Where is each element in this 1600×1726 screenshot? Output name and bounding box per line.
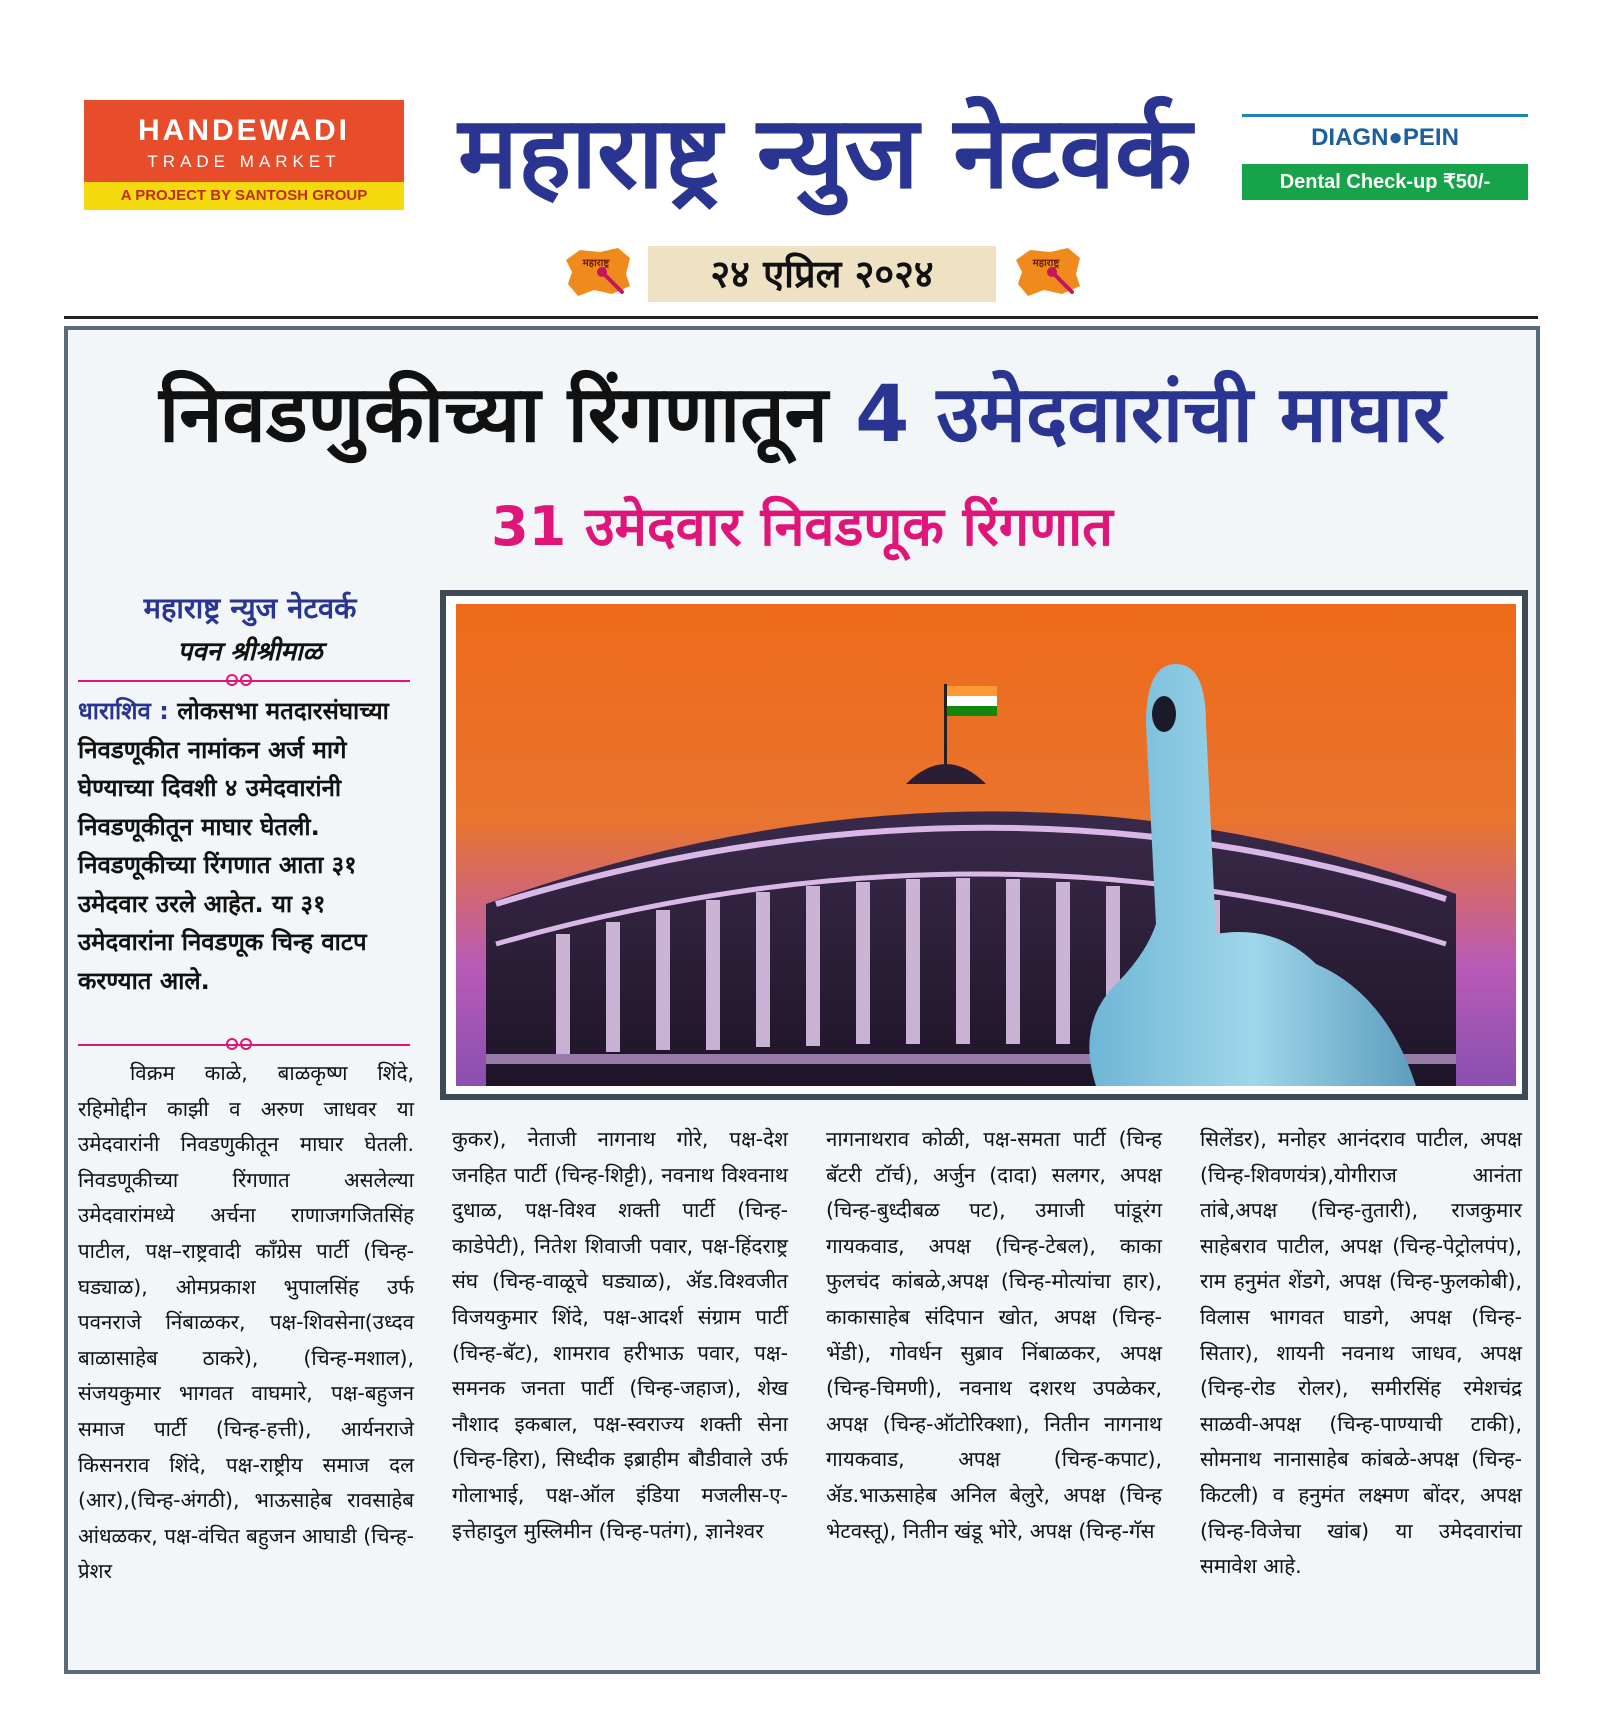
body-column-1: विक्रम काळे, बाळकृष्ण शिंदे, रहिमोद्दीन काझी व अरुण जाधवर या उमेदवारांनी निवडणुकीतून माघार घेतली. निवडणूकीच्या रिंगणात असलेल्या उमेदवारांमध्ये अर्चना राणाजगजितसिंह पाटील, पक्ष–राष्ट्रवादी काँग्रेस पार्टी (चिन्ह-घड्याळ), ओमप्रकाश भुपालसिंह उर्फ पवनराजे निंबाळकर, पक्ष-शिवसेना(उध्दव बाळासाहेब ठाकरे), (चिन्ह-मशाल), संजयकुमार भागवत वाघमारे, पक्ष-बहुजन समाज पार्टी (चिन्ह-हत्ती), आर्यनराजे किसनराव शिंदे, पक्ष-राष्ट्रीय समाज दल (आर),(चिन्ह-अंगठी), भाऊसाहेब रावसाहेब आंधळकर, पक्ष-वंचित बहुजन आघाडी (चिन्ह-प्रेशर	[78, 1061, 414, 1584]
dateline-place: धाराशिव :	[78, 697, 169, 725]
subheadline: 31 उमेदवार निवडणूक रिंगणात	[491, 495, 1113, 558]
scroll-ornament-icon	[224, 1036, 254, 1052]
ad-brand-name: HANDEWADI	[138, 114, 350, 147]
headline	[64, 360, 1540, 470]
handewadi-ad[interactable]	[84, 100, 404, 210]
lead-text: लोकसभा मतदारसंघाच्या निवडणूकीत नामांकन अर्ज मागे घेण्याच्या दिवशी ४ उमेदवारांनी निवडणूकीतून माघार घेतली. निवडणूकीच्या रिंगणात आता ३१ उमेदवार उरले आहेत. या ३१ उमेदवारांना निवडणूक चिन्ह वाटप करण्यात आले.	[78, 697, 389, 995]
body-column-3: नागनाथराव कोळी, पक्ष-समता पार्टी (चिन्ह बॅटरी टॉर्च), अर्जुन (दादा) सलगर, अपक्ष (चिन्ह-बुध्दीबळ पट), उमाजी पांडूरंग गायकवाड, अपक्ष (चिन्ह-टेबल), काका फुलचंद कांबळे,अपक्ष (चिन्ह-मोत्यांचा हार), काकासाहेब संदिपान खोत, अपक्ष (चिन्ह-भेंडी), गोवर्धन सुब्राव निंबाळकर, अपक्ष (चिन्ह-चिमणी), नवनाथ दशरथ उपळेकर, अपक्ष (चिन्ह-ऑटोरिक्शा), नितीन नागनाथ गायकवाड, अपक्ष (चिन्ह-कपाट), ॲड.भाऊसाहेब अनिल बेलुरे, अपक्ष (चिन्ह भेटवस्तू), नितीन खंडू भोरे, अपक्ष (चिन्ह-गॅस	[826, 1127, 1162, 1543]
mini-logo-text: महाराष्ट्र	[582, 258, 610, 269]
masthead-divider	[64, 316, 1538, 319]
parliament-voting-illustration	[456, 604, 1516, 1086]
ad-project-line: A PROJECT BY SANTOSH GROUP	[84, 182, 404, 210]
diagnopein-ad[interactable]	[1242, 114, 1528, 200]
issue-date: २४ एप्रिल २०२४	[648, 246, 996, 302]
ad-offer: Dental Check-up ₹50/-	[1242, 164, 1528, 200]
ad-brand-logo: DIAGN●PEIN	[1311, 124, 1459, 151]
ornament-divider	[78, 1044, 410, 1046]
maharashtra-logo-icon	[560, 244, 634, 300]
byline-author: पवन श्रीश्रीमाळ	[177, 637, 323, 667]
mini-logo-text: महाराष्ट्र	[1032, 258, 1060, 269]
headline-part-1: निवडणुकीच्या रिंगणातून	[159, 370, 828, 460]
ornament-divider	[78, 680, 410, 682]
body-column-4: सिलेंडर), मनोहर आनंदराव पाटील, अपक्ष (चिन्ह-शिवणयंत्र),योगीराज आनंता तांबे,अपक्ष (चिन्ह-तुतारी), राजकुमार साहेबराव पाटील, अपक्ष (चिन्ह-पेट्रोलपंप), राम हनुमंत शेंडगे, अपक्ष (चिन्ह-फुलकोबी), विलास भागवत घाडगे, अपक्ष (चिन्ह-सितार), शायनी नवनाथ जाधव, अपक्ष (चिन्ह-रोड रोलर), समीरसिंह रमेशचंद्र साळवी-अपक्ष (चिन्ह-पाण्याची टाकी), सोमनाथ नानासाहेब कांबळे-अपक्ष (चिन्ह-किटली) व हनुमंत लक्ष्मण बोंदर, अपक्ष (चिन्ह-विजेचा खांब) या उमेदवारांचा समावेश आहे.	[1200, 1127, 1522, 1579]
body-column-2: कुकर), नेताजी नागनाथ गोरे, पक्ष-देश जनहित पार्टी (चिन्ह-शिट्टी), नवनाथ विश्वनाथ दुधाळ, पक्ष-विश्व शक्ती पार्टी (चिन्ह-काडेपेटी), नितेश शिवाजी पवार, पक्ष-हिंदराष्ट्र संघ (चिन्ह-वाळूचे घड्याळ), ॲड.विश्वजीत विजयकुमार शिंदे, पक्ष-आदर्श संग्राम पार्टी (चिन्ह-बॅट), शामराव हरीभाऊ पवार, पक्ष-समनक जनता पार्टी (चिन्ह-जहाज), शेख नौशाद इकबाल, पक्ष-स्वराज्य शक्ती सेना (चिन्ह-हिरा), सिध्दीक इब्राहीम बौडीवाले उर्फ गोलाभाई, पक्ष-ऑल इंडिया मजलीस-ए-इत्तेहादुल मुस्लिमीन (चिन्ह-पतंग), ज्ञानेश्वर	[452, 1127, 788, 1543]
byline-organization: महाराष्ट्र न्युज नेटवर्क	[143, 591, 357, 625]
newspaper-title: महाराष्ट्र न्युज नेटवर्क	[458, 94, 1192, 211]
ad-tagline: TRADE MARKET	[147, 152, 341, 171]
lead-paragraph	[78, 692, 408, 1000]
headline-part-2: 4 उमेदवारांची माघार	[855, 370, 1445, 460]
maharashtra-logo-icon	[1010, 244, 1084, 300]
scroll-ornament-icon	[224, 672, 254, 688]
ad-top-rule	[1242, 114, 1528, 117]
